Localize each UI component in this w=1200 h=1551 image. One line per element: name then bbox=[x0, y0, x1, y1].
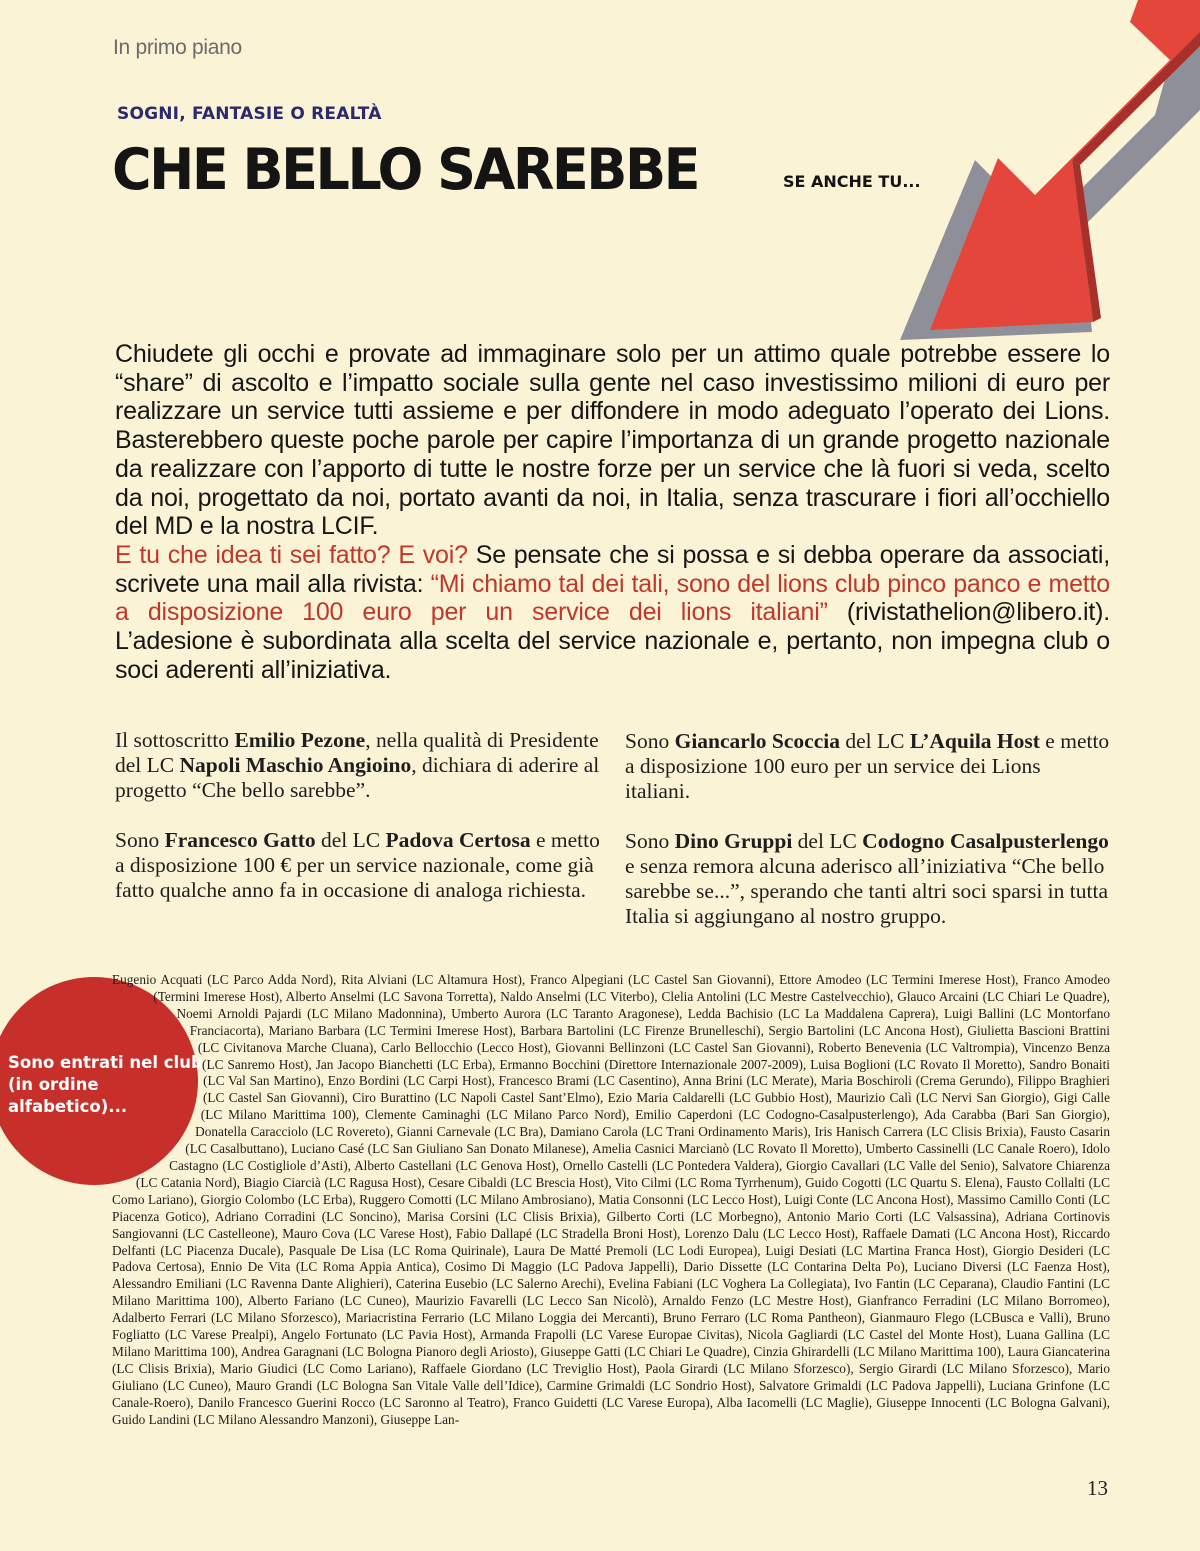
letter-text: , nella qualità di Presidente del LC bbox=[115, 728, 599, 777]
intro-text-2a: Se pensate che si possa e si debba operare da associati, scrivete una mail alla rivista: bbox=[115, 540, 1110, 598]
letter-text: , dichiara di aderire al progetto “Che bello sarebbe”. bbox=[115, 753, 600, 802]
circle-label: Sono entrati nel club (in ordine alfabetico)... bbox=[8, 1053, 203, 1116]
letter-text: e senza remora alcuna aderisco all’iniziativa “Che bello sarebbe se...”, sperando che tanti altri soci sparsi in tutta Italia si aggiungano al nostro gruppo. bbox=[625, 854, 1108, 928]
letter-pezone bbox=[115, 728, 600, 803]
intro-paragraph bbox=[115, 340, 1110, 684]
letter-author: Giancarlo Scoccia bbox=[674, 729, 840, 753]
new-members-list bbox=[112, 972, 1110, 1428]
letter-author: Dino Gruppi bbox=[674, 829, 793, 853]
intro-quote: “Mi chiamo tal dei tali, sono del lions club pinco panco e metto a disposizione 100 euro per un service dei lions italiani” bbox=[115, 569, 1110, 627]
intro-question: E tu che idea ti sei fatto? E voi? bbox=[115, 540, 468, 569]
letters-right-column bbox=[625, 729, 1110, 954]
letter-scoccia bbox=[625, 729, 1110, 804]
letter-text: del LC bbox=[840, 729, 910, 753]
letter-text: e metto a disposizione 100 euro per un service dei Lions italiani. bbox=[625, 729, 1110, 803]
letter-club: L’Aquila Host bbox=[909, 729, 1040, 753]
intro-text-1: Chiudete gli occhi e provate ad immaginare solo per un attimo quale potrebbe essere lo “share” di ascolto e l’impatto sociale sulla gente nel caso investissimo milioni di euro per realizzare un service tutti assieme e per diffondere in modo adeguato l’operato dei Lions. Basterebbero queste poche parole per capire l’importanza di un grande progetto nazionale da realizzare con l’apporto di tutte le nostre forze per un service che là fuori si veda, scelto da noi, progettato da noi, portato avanti da noi, in Italia, senza trascurare i fiori all’occhiello del MD e la nostra LCIF. bbox=[115, 340, 1110, 541]
letter-club: Codogno Casalpusterlengo bbox=[862, 829, 1109, 853]
section-label: In primo piano bbox=[113, 36, 242, 59]
letter-gatto bbox=[115, 828, 600, 903]
letter-author: Francesco Gatto bbox=[164, 828, 316, 852]
page-number: 13 bbox=[1087, 1476, 1108, 1500]
article-headline: CHE BELLO SAREBBE bbox=[112, 136, 699, 203]
article-kicker: SOGNI, FANTASIE O REALTÀ bbox=[117, 104, 382, 124]
letter-text: Sono bbox=[115, 828, 165, 852]
letter-text: Sono bbox=[625, 829, 675, 853]
intro-text-2b: (rivistathelion@libero.it). L’adesione è subordinata alla scelta del service nazionale e, pertanto, non impegna club o soci aderenti all’iniziativa. bbox=[115, 598, 1110, 684]
headline-tail: SE ANCHE TU... bbox=[783, 172, 921, 191]
letter-text: Sono bbox=[625, 729, 675, 753]
arrow-down-left-icon bbox=[880, 0, 1200, 340]
letter-text: Il sottoscritto bbox=[115, 728, 235, 752]
letter-text: del LC bbox=[792, 829, 863, 853]
members-list-text: Eugenio Acquati (LC Parco Adda Nord), Rita Alviani (LC Altamura Host), Franco Alpegiani (LC Castel San Giovanni), Ettore Amodeo (LC Termini Imerese Host), Franco Amodeo (Termini Imerese Host), Alberto Anselmi (LC Savona Torretta), Naldo Anselmi (LC Viterbo), Clelia Antolini (LC Mestre Castelvecchio), Glauco Arcaini (LC Chiari Le Quadre), Noemi Arnoldi Pajardi (LC Milano Madonnina), Umberto Aurora (LC Taranto Aragonese), Ledda Bachisio (LC La Maddalena Caprera), Luigi Ballini (LC Montorfano Franciacorta), Mariano Barbara (LC Termini Imerese Host), Barbara Bartolini (LC Firenze Brunelleschi), Sergio Bartolini (LC Ancona Host), Giulietta Bascioni Brattini (LC Civitanova Marche Cluana), Carlo Bellocchio (Lecco Host), Giovanni Bellinzoni (LC Castel San Giovanni), Roberto Benevenia (LC Valtrompia), Vincenzo Benza (LC Sanremo Host), Jan Jacopo Bianchetti (LC Erba), Ermanno Bocchini (Direttore Internazionale 2007-2009), Luisa Boglioni (LC Rovato Il Moretto), Sandro Bonaiti (LC Val San Martino), Enzo Bordini (LC Carpi Host), Francesco Brami (LC Casentino), Anna Brini (LC Merate), Maria Boschiroli (Crema Gerundo), Filippo Braghieri (LC Castel San Giovanni), Ciro Burattino (LC Napoli Castel Sant’Elmo), Ezio Maria Caldarelli (LC Gubbio Host), Maurizio Calì (LC Nervi San Giorgio), Gigi Calle (LC Milano Marittima 100), Clemente Caminaghi (LC Milano Parco Nord), Emilio Caperdoni (LC Codogno-Casalpusterlengo), Ada Carabba (Bari San Giorgio), Donatella Caracciolo (LC Rovereto), Gianni Carnevale (LC Bra), Damiano Carola (LC Trani Ordinamento Maris), Iris Hanisch Carrera (LC Clisis Brixia), Fausto Casarin (LC Casalbuttano), Luciano Casé (LC San Giuliano San Donato Milanese), Amelia Casnici Marcianò (LC Rovato Il Moretto), Umberto Cassinelli (LC Canale Roero), Idolo Castagno (LC Costigliole d’Asti), Alberto Castellani (LC Genova Host), Ornello Castelli (LC Pontedera Valdera), Giorgio Cavallari (LC Valle del Senio), Salvatore Chiarenza (LC Catania Nord), Biagio Ciarcià (LC Ragusa Host), Cesare Cibaldi (LC Brescia Host), Vito Cilmi (LC Roma Tyrrhenum), Guido Cogotti (LC Quartu S. Elena), Fausto Collalti (LC Como Lariano), Giorgio Colombo (LC Erba), Ruggero Comotti (LC Milano Ambrosiano), Matia Consonni (LC Lecco Host), Luigi Conte (LC Ancona Host), Massimo Camillo Conti (LC Piacenza Gotico), Adriano Corradini (LC Soncino), Marisa Corsini (LC Clisis Brixia), Gilberto Corti (LC Morbegno), Antonio Mario Corti (LC Valsassina), Adriana Cortinovis Sangiovanni (LC Castelleone), Mauro Cova (LC Varese Host), Fabio Dallapé (LC Stradella Broni Host), Lorenzo Dalu (LC Lecco Host), Raffaele Damati (LC Ancona Host), Riccardo Delfanti (LC Piacenza Ducale), Pasquale De Lisa (LC Roma Quirinale), Laura De Matté Premoli (LC Lodi Europea), Luigi Desiati (LC Martina Franca Host), Giorgio Desideri (LC Padova Certosa), Ennio De Vita (LC Roma Appia Antica), Cosimo Di Maggio (LC Padova Jappelli), Dario Dissette (LC Contarina Delta Po), Luciano Diversi (LC Faenza Host), Alessandro Emiliani (LC Ravenna Dante Alighieri), Caterina Eusebio (LC Salerno Arechi), Evelina Fabiani (LC Voghera La Collegiata), Ivo Fantin (LC Ceparana), Claudio Fantini (LC Milano Marittima 100), Alberto Fariano (LC Cuneo), Maurizio Favarelli (LC Lecco San Nicolò), Arnaldo Fenzo (LC Mestre Host), Gianfranco Ferradini (LC Milano Borromeo), Adalberto Ferrari (LC Milano Sforzesco), Mariacristina Ferrario (LC Milano Loggia dei Mercanti), Bruno Ferraro (LC Roma Pantheon), Gianmauro Flego (LCBusca e Valli), Bruno Fogliatto (LC Varese Prealpi), Angelo Fortunato (LC Pavia Host), Armanda Frapolli (LC Varese Europae Civitas), Nicola Gagliardi (LC Castel del Monte Host), Luana Gallina (LC Milano Marittima 100), Andrea Garagnani (LC Bologna Pianoro degli Ariosto), Giuseppe Gatti (LC Chiari Le Quadre), Cinzia Ghirardelli (LC Milano Marittima 100), Laura Giancaterina (LC Clisis Brixia), Mario Giudici (LC Como Lariano), Raffaele Giordano (LC Treviglio Host), Paola Girardi (LC Milano Sforzesco), Sergio Girardi (LC Milano Sforzesco), Mario Giuliano (LC Cuneo), Mauro Grandi (LC Bologna San Vitale Valle dell’Idice), Carmine Grimaldi (LC Sondrio Host), Salvatore Grimaldi (LC Padova Jappelli), Luciana Grinfone (LC Canale-Roero), Danilo Francesco Guerini Rocco (LC Saronno al Teatro), Franco Guidetti (LC Varese Europa), Alba Iacomelli (LC Maglie), Giuseppe Innocenti (LC Bologna Galvani), Guido Landini (LC Milano Alessandro Manzoni), Giuseppe Lan- bbox=[112, 972, 1110, 1427]
letter-text: del LC bbox=[315, 828, 386, 852]
letter-club: Napoli Maschio Angioino bbox=[179, 753, 412, 777]
letter-author: Emilio Pezone bbox=[234, 728, 366, 752]
letter-club: Padova Certosa bbox=[385, 828, 531, 852]
letters-left-column bbox=[115, 728, 600, 928]
letter-text: e metto a disposizione 100 € per un service nazionale, come già fatto qualche anno fa in occasione di analoga richiesta. bbox=[115, 828, 600, 902]
letter-gruppi bbox=[625, 829, 1110, 929]
